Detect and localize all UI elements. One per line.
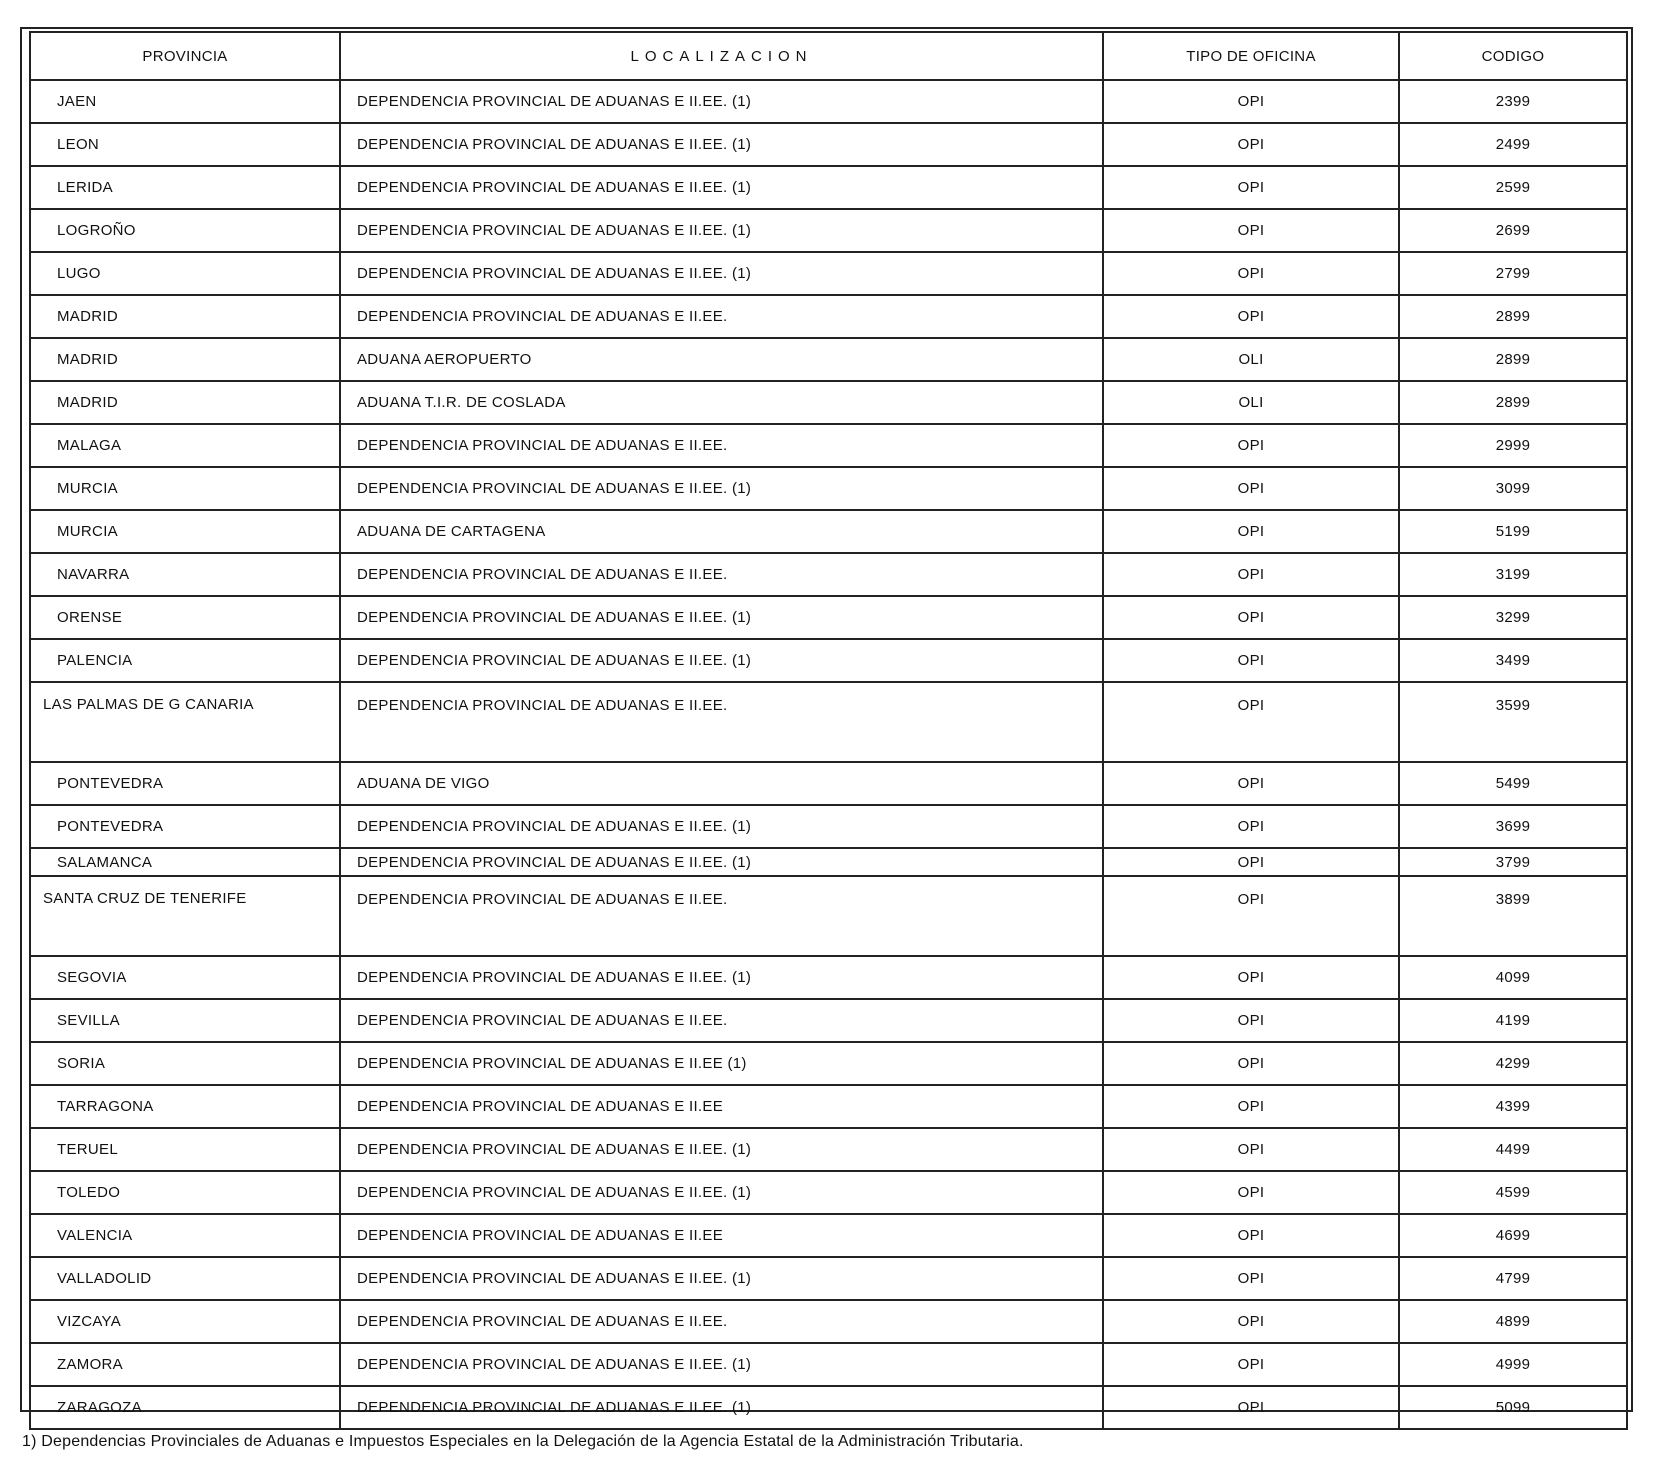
cell-tipo-oficina: OPI bbox=[1103, 1171, 1399, 1214]
cell-tipo-oficina: OPI bbox=[1103, 805, 1399, 848]
cell-localizacion: DEPENDENCIA PROVINCIAL DE ADUANAS E II.EE bbox=[340, 1214, 1103, 1257]
cell-provincia: JAEN bbox=[30, 80, 340, 123]
cell-codigo: 2699 bbox=[1399, 209, 1627, 252]
cell-provincia: LAS PALMAS DE G CANARIA bbox=[30, 682, 340, 762]
cell-provincia: PALENCIA bbox=[30, 639, 340, 682]
cell-provincia: MALAGA bbox=[30, 424, 340, 467]
header-tipo-oficina: TIPO DE OFICINA bbox=[1103, 32, 1399, 80]
cell-provincia: SANTA CRUZ DE TENERIFE bbox=[30, 876, 340, 956]
cell-provincia: ORENSE bbox=[30, 596, 340, 639]
cell-localizacion: DEPENDENCIA PROVINCIAL DE ADUANAS E II.EE. bbox=[340, 424, 1103, 467]
table-row bbox=[30, 424, 1627, 467]
customs-offices-table bbox=[29, 31, 1628, 1430]
cell-tipo-oficina: OPI bbox=[1103, 1085, 1399, 1128]
cell-provincia: VALENCIA bbox=[30, 1214, 340, 1257]
cell-localizacion: DEPENDENCIA PROVINCIAL DE ADUANAS E II.EE. (1) bbox=[340, 639, 1103, 682]
cell-codigo: 3499 bbox=[1399, 639, 1627, 682]
cell-provincia: ZARAGOZA bbox=[30, 1386, 340, 1429]
cell-codigo: 3799 bbox=[1399, 848, 1627, 876]
cell-provincia: MADRID bbox=[30, 338, 340, 381]
table-row bbox=[30, 209, 1627, 252]
cell-provincia: LEON bbox=[30, 123, 340, 166]
table-row bbox=[30, 805, 1627, 848]
cell-localizacion: DEPENDENCIA PROVINCIAL DE ADUANAS E II.EE. (1) bbox=[340, 467, 1103, 510]
cell-codigo: 2399 bbox=[1399, 80, 1627, 123]
cell-provincia: MURCIA bbox=[30, 510, 340, 553]
cell-tipo-oficina: OPI bbox=[1103, 639, 1399, 682]
table-row bbox=[30, 338, 1627, 381]
cell-localizacion: DEPENDENCIA PROVINCIAL DE ADUANAS E II.EE. bbox=[340, 553, 1103, 596]
cell-localizacion: DEPENDENCIA PROVINCIAL DE ADUANAS E II.EE. bbox=[340, 1300, 1103, 1343]
cell-codigo: 4499 bbox=[1399, 1128, 1627, 1171]
table-row bbox=[30, 252, 1627, 295]
cell-tipo-oficina: OPI bbox=[1103, 80, 1399, 123]
cell-codigo: 2599 bbox=[1399, 166, 1627, 209]
cell-localizacion: ADUANA AEROPUERTO bbox=[340, 338, 1103, 381]
cell-provincia: SORIA bbox=[30, 1042, 340, 1085]
cell-localizacion: DEPENDENCIA PROVINCIAL DE ADUANAS E II.EE. bbox=[340, 999, 1103, 1042]
cell-tipo-oficina: OPI bbox=[1103, 1257, 1399, 1300]
cell-localizacion: DEPENDENCIA PROVINCIAL DE ADUANAS E II.EE. bbox=[340, 876, 1103, 956]
table-row bbox=[30, 295, 1627, 338]
cell-codigo: 2999 bbox=[1399, 424, 1627, 467]
header-codigo: CODIGO bbox=[1399, 32, 1627, 80]
cell-localizacion: DEPENDENCIA PROVINCIAL DE ADUANAS E II.EE. (1) bbox=[340, 252, 1103, 295]
cell-provincia: SEGOVIA bbox=[30, 956, 340, 999]
cell-tipo-oficina: OLI bbox=[1103, 381, 1399, 424]
cell-localizacion: DEPENDENCIA PROVINCIAL DE ADUANAS E II.EE. bbox=[340, 295, 1103, 338]
cell-codigo: 3199 bbox=[1399, 553, 1627, 596]
cell-codigo: 4199 bbox=[1399, 999, 1627, 1042]
table-row bbox=[30, 80, 1627, 123]
table-row bbox=[30, 467, 1627, 510]
footnote: 1) Dependencias Provinciales de Aduanas e Impuestos Especiales en la Delegación de la Agencia Estatal de la Administración Tributaria. bbox=[22, 1433, 1024, 1450]
cell-provincia: ZAMORA bbox=[30, 1343, 340, 1386]
table-row bbox=[30, 166, 1627, 209]
header-localizacion: LOCALIZACION bbox=[340, 32, 1103, 80]
cell-localizacion: DEPENDENCIA PROVINCIAL DE ADUANAS E II.EE bbox=[340, 1085, 1103, 1128]
table-row bbox=[30, 1171, 1627, 1214]
cell-codigo: 5199 bbox=[1399, 510, 1627, 553]
cell-codigo: 2799 bbox=[1399, 252, 1627, 295]
cell-tipo-oficina: OPI bbox=[1103, 762, 1399, 805]
cell-localizacion: ADUANA DE CARTAGENA bbox=[340, 510, 1103, 553]
table-row bbox=[30, 848, 1627, 876]
cell-tipo-oficina: OPI bbox=[1103, 999, 1399, 1042]
cell-provincia: LOGROÑO bbox=[30, 209, 340, 252]
cell-tipo-oficina: OPI bbox=[1103, 510, 1399, 553]
cell-codigo: 3699 bbox=[1399, 805, 1627, 848]
cell-provincia: MURCIA bbox=[30, 467, 340, 510]
cell-provincia: MADRID bbox=[30, 295, 340, 338]
table-row bbox=[30, 381, 1627, 424]
cell-tipo-oficina: OPI bbox=[1103, 1300, 1399, 1343]
cell-localizacion: DEPENDENCIA PROVINCIAL DE ADUANAS E II.EE. (1) bbox=[340, 1257, 1103, 1300]
table-row bbox=[30, 999, 1627, 1042]
cell-localizacion: ADUANA DE VIGO bbox=[340, 762, 1103, 805]
cell-codigo: 2499 bbox=[1399, 123, 1627, 166]
header-provincia: PROVINCIA bbox=[30, 32, 340, 80]
cell-codigo: 2899 bbox=[1399, 381, 1627, 424]
cell-codigo: 4699 bbox=[1399, 1214, 1627, 1257]
cell-codigo: 5499 bbox=[1399, 762, 1627, 805]
cell-tipo-oficina: OPI bbox=[1103, 295, 1399, 338]
table-row bbox=[30, 876, 1627, 956]
cell-provincia: VIZCAYA bbox=[30, 1300, 340, 1343]
cell-provincia: PONTEVEDRA bbox=[30, 762, 340, 805]
cell-localizacion: DEPENDENCIA PROVINCIAL DE ADUANAS E II.EE. (1) bbox=[340, 123, 1103, 166]
cell-codigo: 4899 bbox=[1399, 1300, 1627, 1343]
cell-codigo: 3299 bbox=[1399, 596, 1627, 639]
cell-localizacion: DEPENDENCIA PROVINCIAL DE ADUANAS E II.EE. (1) bbox=[340, 1386, 1103, 1429]
cell-localizacion: DEPENDENCIA PROVINCIAL DE ADUANAS E II.EE. (1) bbox=[340, 166, 1103, 209]
cell-codigo: 4999 bbox=[1399, 1343, 1627, 1386]
cell-localizacion: DEPENDENCIA PROVINCIAL DE ADUANAS E II.EE. (1) bbox=[340, 956, 1103, 999]
cell-codigo: 3099 bbox=[1399, 467, 1627, 510]
cell-localizacion: DEPENDENCIA PROVINCIAL DE ADUANAS E II.EE. (1) bbox=[340, 1343, 1103, 1386]
cell-localizacion: DEPENDENCIA PROVINCIAL DE ADUANAS E II.EE. (1) bbox=[340, 848, 1103, 876]
table-header-row bbox=[30, 32, 1627, 80]
cell-tipo-oficina: OLI bbox=[1103, 338, 1399, 381]
cell-tipo-oficina: OPI bbox=[1103, 1214, 1399, 1257]
cell-provincia: TOLEDO bbox=[30, 1171, 340, 1214]
table-body bbox=[30, 80, 1627, 1429]
cell-tipo-oficina: OPI bbox=[1103, 467, 1399, 510]
cell-codigo: 2899 bbox=[1399, 338, 1627, 381]
cell-tipo-oficina: OPI bbox=[1103, 1128, 1399, 1171]
cell-tipo-oficina: OPI bbox=[1103, 252, 1399, 295]
table-row bbox=[30, 1257, 1627, 1300]
cell-localizacion: DEPENDENCIA PROVINCIAL DE ADUANAS E II.EE. (1) bbox=[340, 1128, 1103, 1171]
cell-provincia: SALAMANCA bbox=[30, 848, 340, 876]
cell-codigo: 2899 bbox=[1399, 295, 1627, 338]
table-row bbox=[30, 956, 1627, 999]
cell-tipo-oficina: OPI bbox=[1103, 682, 1399, 762]
cell-tipo-oficina: OPI bbox=[1103, 956, 1399, 999]
table-row bbox=[30, 1343, 1627, 1386]
cell-tipo-oficina: OPI bbox=[1103, 1042, 1399, 1085]
cell-codigo: 4599 bbox=[1399, 1171, 1627, 1214]
cell-provincia: LUGO bbox=[30, 252, 340, 295]
cell-tipo-oficina: OPI bbox=[1103, 424, 1399, 467]
table-row bbox=[30, 1042, 1627, 1085]
cell-provincia: MADRID bbox=[30, 381, 340, 424]
cell-codigo: 3599 bbox=[1399, 682, 1627, 762]
table-row bbox=[30, 682, 1627, 762]
cell-provincia: VALLADOLID bbox=[30, 1257, 340, 1300]
cell-tipo-oficina: OPI bbox=[1103, 209, 1399, 252]
cell-localizacion: DEPENDENCIA PROVINCIAL DE ADUANAS E II.EE. (1) bbox=[340, 209, 1103, 252]
cell-codigo: 4799 bbox=[1399, 1257, 1627, 1300]
cell-tipo-oficina: OPI bbox=[1103, 848, 1399, 876]
cell-codigo: 4099 bbox=[1399, 956, 1627, 999]
table-row bbox=[30, 553, 1627, 596]
cell-tipo-oficina: OPI bbox=[1103, 553, 1399, 596]
cell-tipo-oficina: OPI bbox=[1103, 1386, 1399, 1429]
cell-localizacion: DEPENDENCIA PROVINCIAL DE ADUANAS E II.EE (1) bbox=[340, 1042, 1103, 1085]
table-row bbox=[30, 1386, 1627, 1429]
cell-provincia: LERIDA bbox=[30, 166, 340, 209]
cell-tipo-oficina: OPI bbox=[1103, 123, 1399, 166]
cell-localizacion: ADUANA T.I.R. DE COSLADA bbox=[340, 381, 1103, 424]
cell-codigo: 5099 bbox=[1399, 1386, 1627, 1429]
cell-localizacion: DEPENDENCIA PROVINCIAL DE ADUANAS E II.EE. (1) bbox=[340, 805, 1103, 848]
cell-localizacion: DEPENDENCIA PROVINCIAL DE ADUANAS E II.EE. (1) bbox=[340, 596, 1103, 639]
table-row bbox=[30, 762, 1627, 805]
cell-provincia: SEVILLA bbox=[30, 999, 340, 1042]
cell-provincia: TERUEL bbox=[30, 1128, 340, 1171]
table-row bbox=[30, 1085, 1627, 1128]
cell-localizacion: DEPENDENCIA PROVINCIAL DE ADUANAS E II.EE. bbox=[340, 682, 1103, 762]
cell-localizacion: DEPENDENCIA PROVINCIAL DE ADUANAS E II.EE. (1) bbox=[340, 80, 1103, 123]
table-row bbox=[30, 1128, 1627, 1171]
cell-provincia: TARRAGONA bbox=[30, 1085, 340, 1128]
cell-codigo: 4399 bbox=[1399, 1085, 1627, 1128]
cell-provincia: NAVARRA bbox=[30, 553, 340, 596]
table-row bbox=[30, 1300, 1627, 1343]
table-row bbox=[30, 596, 1627, 639]
cell-provincia: PONTEVEDRA bbox=[30, 805, 340, 848]
cell-codigo: 3899 bbox=[1399, 876, 1627, 956]
cell-codigo: 4299 bbox=[1399, 1042, 1627, 1085]
cell-tipo-oficina: OPI bbox=[1103, 166, 1399, 209]
table-row bbox=[30, 1214, 1627, 1257]
table-row bbox=[30, 510, 1627, 553]
table-row bbox=[30, 123, 1627, 166]
cell-localizacion: DEPENDENCIA PROVINCIAL DE ADUANAS E II.EE. (1) bbox=[340, 1171, 1103, 1214]
cell-tipo-oficina: OPI bbox=[1103, 876, 1399, 956]
cell-tipo-oficina: OPI bbox=[1103, 1343, 1399, 1386]
table-row bbox=[30, 639, 1627, 682]
cell-tipo-oficina: OPI bbox=[1103, 596, 1399, 639]
